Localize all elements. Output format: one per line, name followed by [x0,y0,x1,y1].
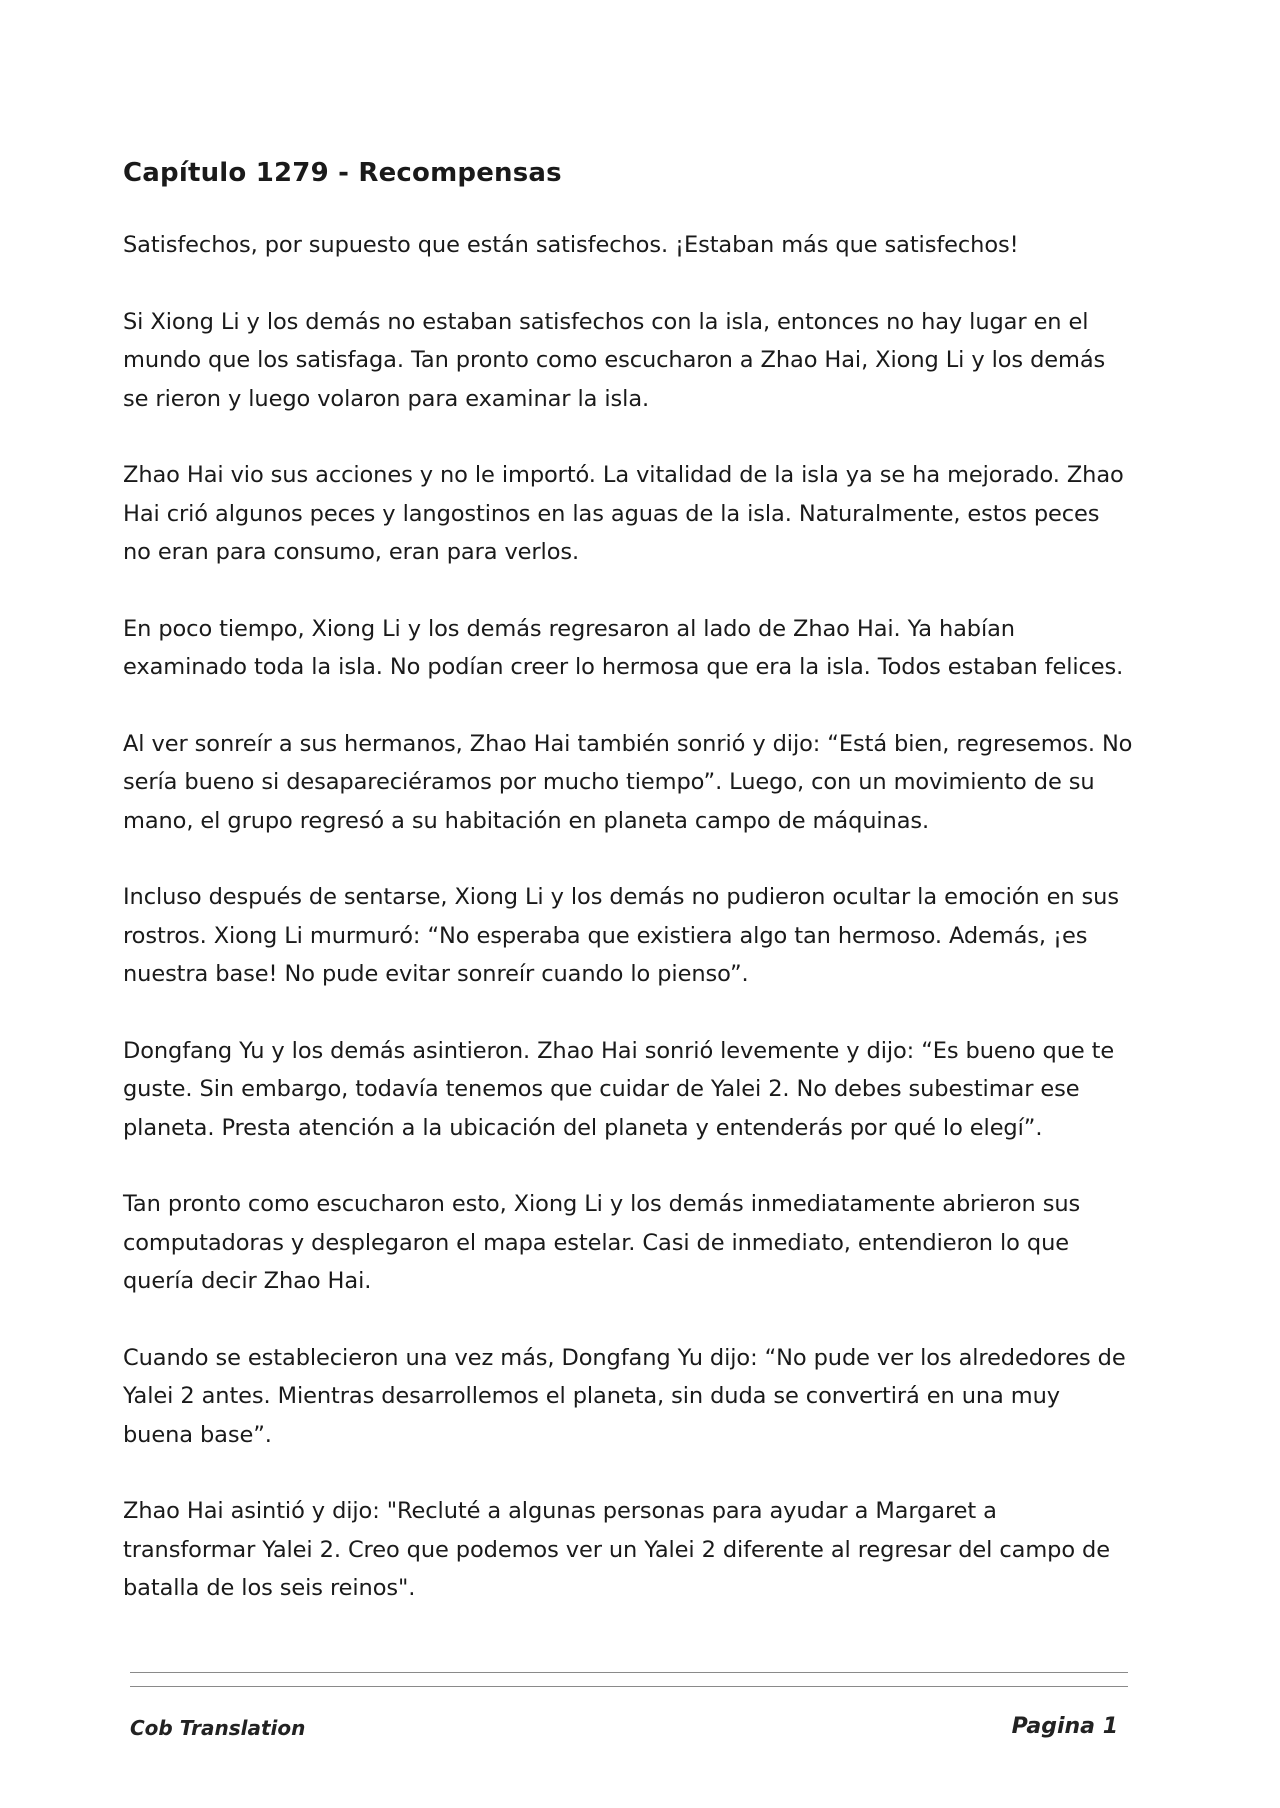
footer-divider-top [130,1672,1128,1673]
footer-page-number: Pagina 1 [1011,1714,1118,1739]
paragraph: Dongfang Yu y los demás asintieron. Zhao Hai sonrió levemente y dijo: “Es bueno que te guste. Sin embargo, todavía tenemos que cuidar de Yalei 2. No debes subestimar ese planeta. Presta atención a la ubicación del planeta y entenderás por qué lo elegí”. [123,1037,1115,1141]
footer-translator-credit: Cob Translation [130,1716,306,1740]
paragraph: Zhao Hai asintió y dijo: "Recluté a algunas personas para ayudar a Margaret a transformar Yalei 2. Creo que podemos ver un Yalei 2 diferente al regresar del campo de batalla de los seis reinos". [123,1498,1110,1601]
paragraph: En poco tiempo, Xiong Li y los demás regresaron al lado de Zhao Hai. Ya habían examinado toda la isla. No podían creer lo hermosa que era la isla. Todos estaban felices. [123,615,1124,680]
body-text [123,226,1133,1608]
paragraph: Tan pronto como escucharon esto, Xiong Li y los demás inmediatamente abrieron sus computadoras y desplegaron el mapa estelar. Casi de inmediato, entendieron lo que quería decir Zhao Hai. [123,1191,1081,1294]
footer-divider-bottom [130,1686,1128,1687]
paragraph: Zhao Hai vio sus acciones y no le importó. La vitalidad de la isla ya se ha mejorado. Zhao Hai crió algunos peces y langostinos en las aguas de la isla. Naturalmente, estos peces no eran para consumo, eran para verlos. [123,462,1124,565]
document-content [123,155,1133,1608]
paragraph: Incluso después de sentarse, Xiong Li y los demás no pudieron ocultar la emoción en sus rostros. Xiong Li murmuró: “No esperaba que existiera algo tan hermoso. Además, ¡es nuestra base! No pude evitar sonreír cuando lo pienso”. [123,884,1119,987]
paragraph: Al ver sonreír a sus hermanos, Zhao Hai también sonrió y dijo: “Está bien, regresemos. No sería bueno si desapareciéramos por mucho tiempo”. Luego, con un movimiento de su mano, el grupo regresó a su habitación en planeta campo de máquinas. [123,730,1133,834]
paragraph: Satisfechos, por supuesto que están satisfechos. ¡Estaban más que satisfechos! [123,232,1019,258]
chapter-title: Capítulo 1279 - Recompensas [123,158,562,188]
paragraph: Si Xiong Li y los demás no estaban satisfechos con la isla, entonces no hay lugar en el mundo que los satisfaga. Tan pronto como escucharon a Zhao Hai, Xiong Li y los demás se rieron y luego volaron para examinar la isla. [123,308,1106,412]
paragraph: Cuando se establecieron una vez más, Dongfang Yu dijo: “No pude ver los alrededores de Yalei 2 antes. Mientras desarrollemos el planeta, sin duda se convertirá en una muy buena base”. [123,1344,1126,1448]
